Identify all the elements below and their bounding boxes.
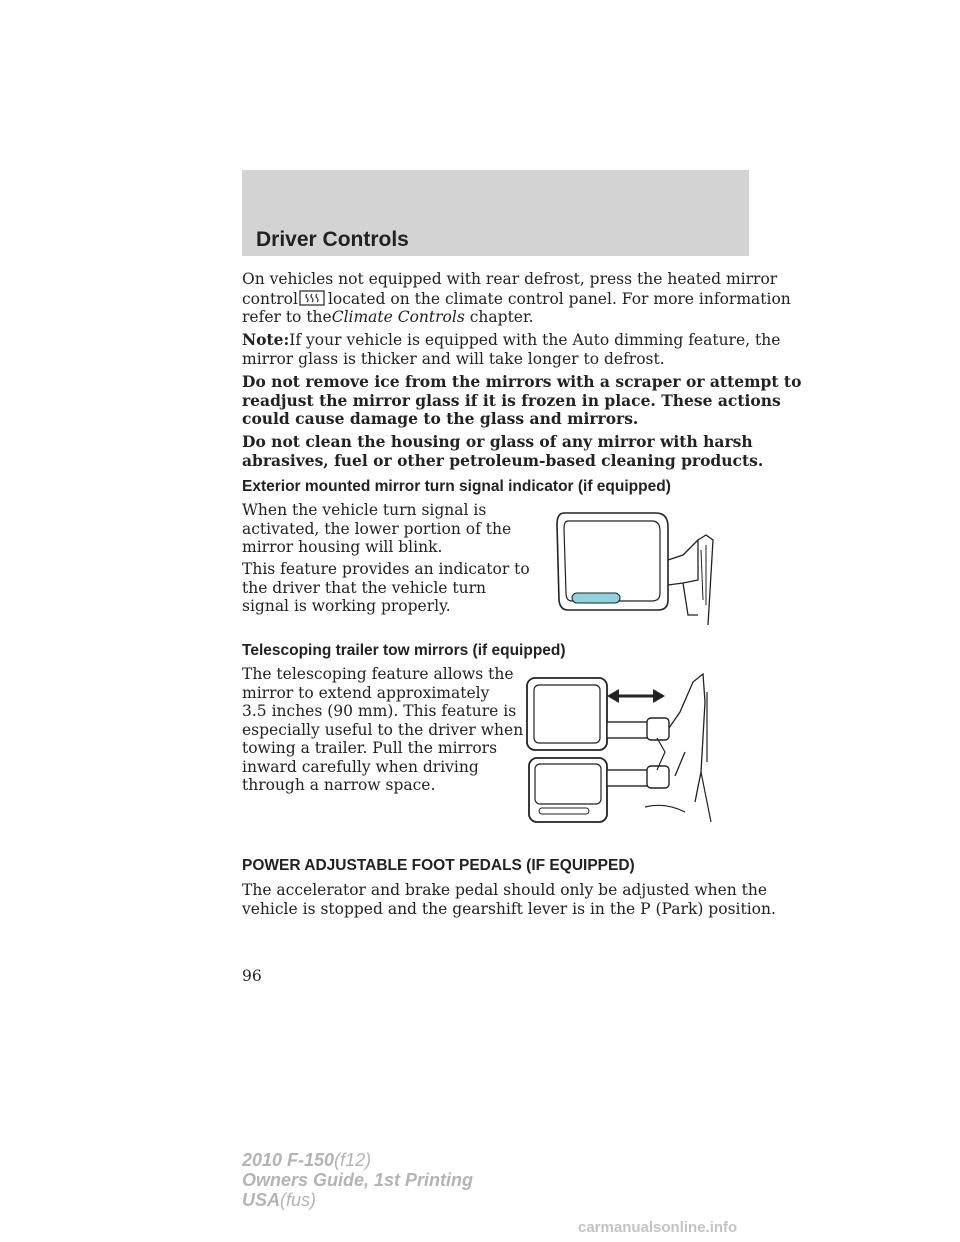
chapter-title: Driver Controls <box>256 228 409 251</box>
telescoping-paragraph: The telescoping feature allows the mirror to extend approximately 3.5 inches (90 mm). This feature is especially useful to the driver when towing a trailer. Pull the mirrors inward carefully when driving through a narrow space. <box>242 665 524 794</box>
footer-model-code: (f12) <box>334 1150 372 1170</box>
intro-line-1: On vehicles not equipped with rear defrost, press the heated mirror <box>242 270 778 288</box>
page-number: 96 <box>242 967 262 985</box>
pedals-paragraph: The accelerator and brake pedal should only be adjusted when the vehicle is stopped and the gearshift lever is in the P (Park) position. <box>242 881 776 918</box>
turn-signal-mirror-illustration <box>548 505 723 635</box>
heated-mirror-icon <box>298 289 328 307</box>
footer-publication-info <box>242 1150 473 1210</box>
turn-signal-paragraph-1: When the vehicle turn signal is activated, the lower portion of the mirror housing will blink. <box>242 501 512 556</box>
telescoping-mirror-illustration <box>525 672 715 832</box>
note-paragraph: Note:If your vehicle is equipped with the Auto dimming feature, the mirror glass is thicker and will take longer to defrost. <box>242 330 781 368</box>
intro-line-3: refer to theClimate Controls chapter. <box>242 308 534 326</box>
chapter-header <box>242 170 749 256</box>
turn-signal-heading: Exterior mounted mirror turn signal indicator (if equipped) <box>242 478 671 495</box>
footer-region-code: (fus) <box>280 1190 317 1210</box>
turn-signal-indicator <box>572 593 620 603</box>
turn-signal-paragraph-2: This feature provides an indicator to the driver that the vehicle turn signal is working properly. <box>242 560 530 615</box>
warning-ice-removal: Do not remove ice from the mirrors with a scraper or attempt to readjust the mirror glass if it is frozen in place. These actions could cause damage to the glass and mirrors. <box>242 372 802 428</box>
intro-paragraph <box>242 270 791 327</box>
telescoping-heading: Telescoping trailer tow mirrors (if equipped) <box>242 642 566 659</box>
footer-region: USA <box>242 1190 281 1210</box>
footer-guide: Owners Guide, 1st Printing <box>242 1170 474 1190</box>
note-label: Note: <box>242 330 290 349</box>
climate-controls-reference: Climate Controls <box>331 308 465 326</box>
footer-model: 2010 F-150 <box>242 1150 335 1170</box>
intro-line-2: control located on the climate control panel. For more information <box>242 289 791 308</box>
pedals-heading: POWER ADJUSTABLE FOOT PEDALS (IF EQUIPPED) <box>242 857 635 874</box>
warning-cleaning: Do not clean the housing or glass of any mirror with harsh abrasives, fuel or other petroleum-based cleaning products. <box>242 432 764 470</box>
watermark-text: carmanualsonline.info <box>578 1219 738 1236</box>
